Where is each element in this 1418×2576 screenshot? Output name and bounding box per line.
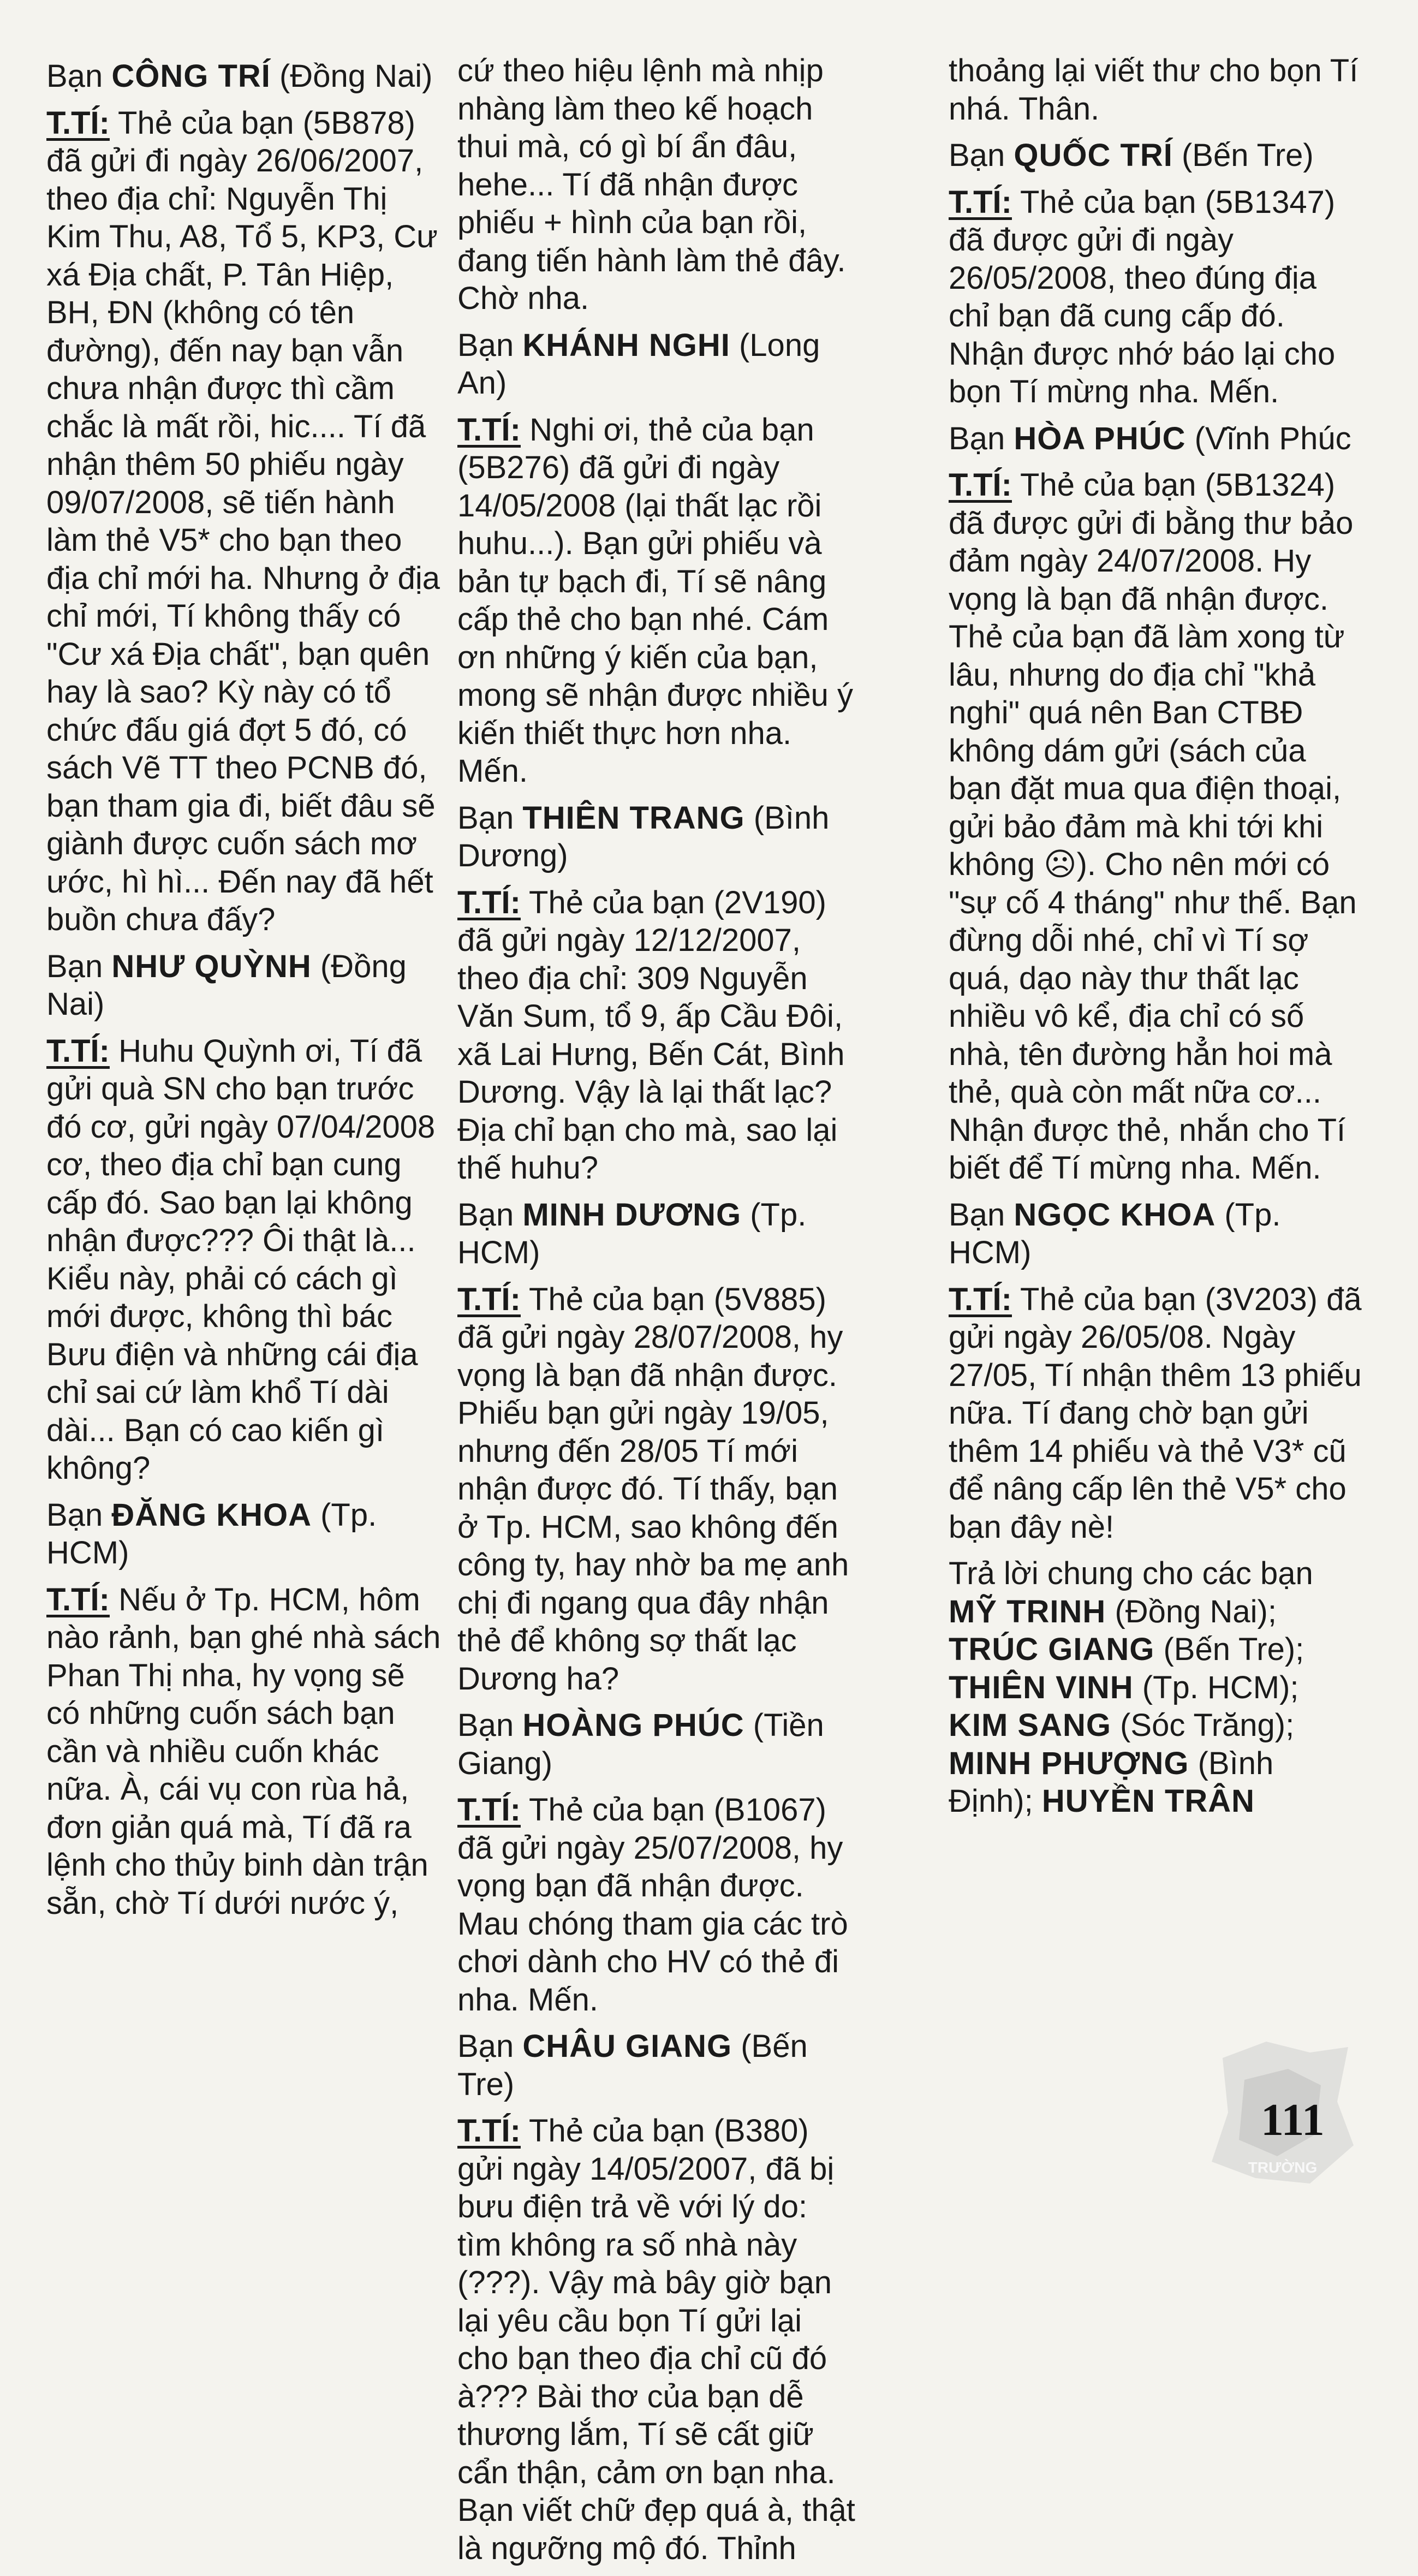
reply-paragraph: [457, 884, 856, 1187]
reader-location: (Bình Định);: [949, 1745, 1274, 1819]
heading-prefix: Bạn: [457, 327, 523, 363]
reply-text: Thẻ của bạn (5B1347) đã được gửi đi ngày 26/05/2008, theo đúng địa chỉ bạn đã cung cấp đó. Nhận được nhớ báo lại cho bọn Tí mừng nha. Mến.: [949, 184, 1336, 409]
reader-name: TRÚC GIANG: [949, 1632, 1155, 1667]
reader-name: MINH PHƯỢNG: [949, 1745, 1189, 1781]
reader-location: (Đồng Nai);: [1106, 1593, 1277, 1629]
reply-paragraph: [457, 411, 856, 790]
reader-heading: [457, 799, 856, 875]
reader-heading: [457, 326, 856, 402]
reply-text: Nếu ở Tp. HCM, hôm nào rảnh, bạn ghé nhà sách Phan Thị nha, hy vọng sẽ có những cuốn sách bạn cần và nhiều cuốn khác nữa. À, cái vụ con rùa hả, đơn giản quá mà, Tí đã ra lệnh cho thủy binh dàn trận sẵn, chờ Tí dưới nước ý,: [46, 1581, 441, 1921]
reader-name: HOÀNG PHÚC: [522, 1708, 744, 1743]
reader-heading: [46, 1496, 445, 1572]
reply-label: T.TÍ:: [949, 184, 1012, 220]
reader-heading: [949, 136, 1363, 175]
reader-heading: [457, 2027, 856, 2103]
reader-name: ĐĂNG KHOA: [111, 1497, 312, 1533]
reply-text: Thẻ của bạn (B380) gửi ngày 14/05/2007, đã bị bưu điện trả về với lý do: tìm không ra số nhà này (???). Vậy mà bây giờ bạn lại yêu cầu bọn Tí gửi lại cho bạn theo địa chỉ cũ đó à??? Bài thơ của bạn dễ thương lắm, Tí sẽ cất giữ cẩn thận, cảm ơn bạn nha. Bạn viết chữ đẹp quá à, thật là ngưỡng mộ đó. Thỉnh: [457, 2113, 855, 2566]
reader-location: (Đồng Nai): [270, 58, 433, 94]
reply-label: T.TÍ:: [46, 1581, 110, 1617]
reader-location: (Tp. HCM): [457, 1197, 807, 1270]
reader-location: (Bến Tre): [457, 2028, 808, 2102]
reply-paragraph: [457, 1791, 856, 2019]
reply-label: T.TÍ:: [457, 2113, 521, 2149]
reader-location: (Sóc Trăng);: [1111, 1708, 1295, 1743]
reply-text: Thẻ của bạn (B1067) đã gửi ngày 25/07/2008, hy vọng bạn đã nhận được. Mau chóng tham gia các trò chơi dành cho HV có thẻ đi nha. Mến.: [457, 1792, 848, 2018]
reader-name: THIÊN TRANG: [522, 800, 745, 836]
reader-heading: [457, 1196, 856, 1272]
reply-text: Huhu Quỳnh ơi, Tí đã gửi quà SN cho bạn trước đó cơ, gửi ngày 07/04/2008 cơ, theo địa chỉ bạn cung cấp đó. Sao bạn lại không nhận được??? Ôi thật là... Kiểu này, phải có cách gì mới được, không thì bác Bưu điện và những cái địa chỉ sai cứ làm khổ Tí dài dài... Bạn có cao kiến gì không?: [46, 1033, 436, 1486]
reply-paragraph: [457, 2112, 856, 2567]
text-column-1: [46, 52, 445, 1931]
reader-heading: [949, 420, 1363, 458]
reader-heading: [949, 1196, 1363, 1272]
reply-label: T.TÍ:: [457, 1281, 521, 1317]
reply-label: T.TÍ:: [457, 1792, 521, 1828]
heading-prefix: Bạn: [46, 948, 112, 984]
heading-prefix: Bạn: [949, 138, 1014, 173]
reply-text: thoảng lại viết thư cho bọn Tí nhá. Thân.: [949, 53, 1359, 127]
reply-label: T.TÍ:: [46, 105, 110, 141]
reply-label: T.TÍ:: [949, 1281, 1012, 1317]
heading-prefix: Bạn: [46, 1497, 112, 1533]
reader-name: THIÊN VINH: [949, 1669, 1134, 1705]
reader-name: QUỐC TRÍ: [1014, 138, 1173, 173]
reply-text: Nghi ơi, thẻ của bạn (5B276) đã gửi đi ngày 14/05/2008 (lại thất lạc rồi huhu...). Bạn gửi phiếu và bản tự bạch đi, Tí sẽ nâng cấp thẻ cho bạn nhé. Cám ơn những ý kiến của bạn, mong sẽ nhận được nhiều ý kiến thiết thực hơn nha. Mến.: [457, 412, 853, 789]
reply-text: Thẻ của bạn (3V203) đã gửi ngày 26/05/08. Ngày 27/05, Tí nhận thêm 13 phiếu nữa. Tí đang chờ bạn gửi thêm 14 phiếu và thẻ V3* cũ để nâng cấp lên thẻ V5* cho bạn đây nè!: [949, 1281, 1362, 1545]
reader-name: NHƯ QUỲNH: [111, 948, 312, 984]
logo-text: TRƯỜNG: [1248, 2159, 1318, 2176]
reply-text: Thẻ của bạn (5B878) đã gửi đi ngày 26/06/2007, theo địa chỉ: Nguyễn Thị Kim Thu, A8, Tổ 5, KP3, Cư xá Địa chất, P. Tân Hiệp, BH, ĐN (không có tên đường), đến nay bạn vẫn chưa nhận được thì cầm chắc là mất rồi, hic.... Tí đã nhận thêm 50 phiếu ngày 09/07/2008, sẽ tiến hành làm thẻ V5* cho bạn theo địa chỉ mới ha. Nhưng ở địa chỉ mới, Tí không thấy có "Cư xá Địa chất", bạn quên hay là sao? Kỳ này có tổ chức đấu giá đợt 5 đó, có sách Vẽ TT theo PCNB đó, bạn tham gia đi, biết đâu sẽ giành được cuốn sách mơ ước, hì hì... Đến nay đã hết buồn chưa đấy?: [46, 105, 440, 937]
heading-prefix: Bạn: [457, 1708, 523, 1743]
reader-name: HÒA PHÚC: [1014, 420, 1186, 456]
reader-location: (Tp. HCM);: [1133, 1669, 1299, 1705]
reply-paragraph: [46, 1581, 445, 1923]
reader-location: (Đồng Nai): [46, 948, 407, 1022]
reply-label: T.TÍ:: [46, 1033, 110, 1069]
reader-heading: [46, 57, 445, 96]
general-reply-intro: Trả lời chung cho các bạn: [949, 1556, 1313, 1591]
reader-heading: [457, 1706, 856, 1782]
reader-location: (Tp. HCM): [949, 1197, 1281, 1270]
reply-text: Thẻ của bạn (2V190) đã gửi ngày 12/12/2007, theo địa chỉ: 309 Nguyễn Văn Sum, tổ 9, ấp Cầu Đôi, xã Lai Hưng, Bến Cát, Bình Dương. Vậy là lại thất lạc? Địa chỉ bạn cho mà, sao lại thế huhu?: [457, 884, 845, 1186]
reader-location: (Tiền Giang): [457, 1708, 824, 1781]
page-number: 111: [1261, 2095, 1325, 2145]
reply-paragraph: [46, 1032, 445, 1488]
reader-name: NGỌC KHOA: [1014, 1197, 1216, 1233]
reply-text: Thẻ của bạn (5V885) đã gửi ngày 28/07/2008, hy vọng là bạn đã nhận được. Phiếu bạn gửi ngày 19/05, nhưng đến 28/05 Tí mới nhận được đó. Tí thấy, bạn ở Tp. HCM, sao không đến công ty, hay nhờ ba mẹ anh chị đi ngang qua đây nhận thẻ để không sợ thất lạc Dương ha?: [457, 1281, 849, 1697]
reader-name: CÔNG TRÍ: [111, 58, 271, 94]
reply-paragraph: [949, 183, 1363, 411]
reply-paragraph: [457, 1281, 856, 1698]
reader-location: (Vĩnh Phúc: [1185, 420, 1351, 456]
reader-name: CHÂU GIANG: [522, 2028, 732, 2064]
heading-prefix: Bạn: [949, 420, 1014, 456]
text-column-3: [949, 52, 1363, 1829]
reader-location: (Long An): [457, 327, 820, 401]
reply-paragraph: [949, 1281, 1363, 1546]
reply-label: T.TÍ:: [457, 412, 521, 448]
reply-paragraph: [46, 104, 445, 939]
reader-location: (Bến Tre);: [1154, 1632, 1304, 1667]
reply-text: cứ theo hiệu lệnh mà nhịp nhàng làm theo kế hoạch thui mà, có gì bí ẩn đâu, hehe... Tí đã nhận được phiếu + hình của bạn rồi, đang tiến hành làm thẻ đây. Chờ nha.: [457, 53, 846, 316]
reader-name: HUYỀN TRÂN: [1041, 1783, 1255, 1819]
reader-location: (Tp. HCM): [46, 1497, 377, 1570]
reader-name: KHÁNH NGHI: [522, 327, 730, 363]
reply-paragraph: [457, 52, 856, 318]
heading-prefix: Bạn: [457, 800, 523, 836]
reader-location: (Bình Dương): [457, 800, 830, 873]
general-reply-paragraph: [949, 1555, 1363, 1821]
reader-location: (Bến Tre): [1172, 138, 1314, 173]
reply-text: Thẻ của bạn (5B1324) đã được gửi đi bằng thư bảo đảm ngày 24/07/2008. Hy vọng là bạn đã nhận được. Thẻ của bạn đã làm xong từ lâu, nhưng do địa chỉ "khả nghi" quá nên Ban CTBĐ không dám gửi (sách của bạn đặt mua qua điện thoại, gửi bảo đảm mà khi tới khi không ☹). Cho nên mới có "sự cố 4 tháng" như thế. Bạn đừng dỗi nhé, chỉ vì Tí sợ quá, dạo này thư thất lạc nhiều vô kể, địa chỉ có số nhà, tên đường hẳn hoi mà thẻ, quà còn mất nữa cơ... Nhận được thẻ, nhắn cho Tí biết để Tí mừng nha. Mến.: [949, 467, 1357, 1186]
heading-prefix: Bạn: [457, 1197, 523, 1233]
heading-prefix: Bạn: [949, 1197, 1014, 1233]
reply-paragraph: [949, 466, 1363, 1187]
reader-name: MINH DƯƠNG: [522, 1197, 742, 1233]
reader-heading: [46, 948, 445, 1024]
heading-prefix: Bạn: [46, 58, 112, 94]
reply-label: T.TÍ:: [457, 884, 521, 920]
reply-label: T.TÍ:: [949, 467, 1012, 503]
reply-paragraph: [949, 52, 1363, 128]
reader-name: KIM SANG: [949, 1708, 1111, 1743]
reader-name: MỸ TRINH: [949, 1593, 1106, 1629]
text-column-2: [457, 52, 856, 2576]
heading-prefix: Bạn: [457, 2028, 523, 2064]
